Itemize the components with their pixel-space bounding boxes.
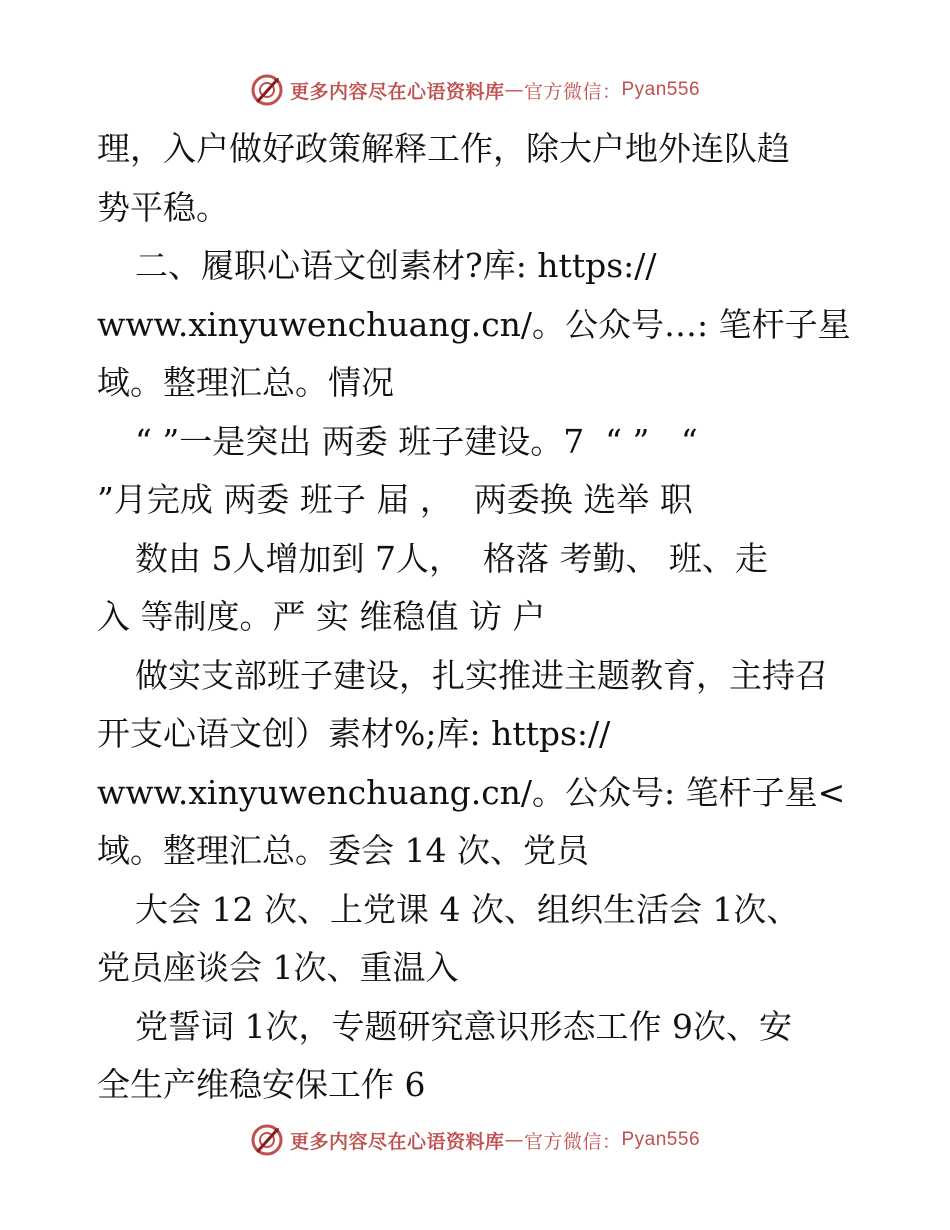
text-line: 全生产维稳安保工作 6 [97, 1065, 426, 1104]
text-line: 开支心语文创）素材%;库: https:// [97, 714, 611, 753]
header-banner [0, 70, 950, 110]
footer-wechat-label: 官方微信： [523, 1130, 622, 1153]
footer-banner [0, 1120, 950, 1160]
header-wechat-label: 官方微信： [523, 80, 622, 103]
text-line: ”月完成 两委 班子 届 ， 两委换 选举 职 [97, 480, 693, 519]
text-line: 理，入户做好政策解释工作，除大户地外连队趋 [97, 129, 790, 168]
text-line: “ ”一是突出 两委 班子建设。7 “ ” “ [135, 421, 698, 461]
text-line: 大会 12 次、上党课 4 次、组织生活会 1次、 [135, 889, 800, 929]
text-line: 域。整理汇总。情况 [97, 363, 394, 402]
text-line: 数由 5人增加到 7人， 格落 考勤、 班、走 [135, 538, 768, 578]
footer-wechat-handle: Pyan556 [621, 1129, 701, 1150]
text-line: www.xinyuwenchuang.cn/。公众号: 笔杆子星< [97, 772, 846, 812]
header-wechat-handle: Pyan556 [621, 79, 701, 100]
document-body [97, 120, 867, 1115]
text-line: 势平稳。 [97, 187, 229, 227]
text-line: 入 等制度。严 实 维稳值 访 户 [97, 597, 546, 636]
text-line: www.xinyuwenchuang.cn/。公众号…: 笔杆子星 [97, 304, 851, 344]
header-dash: — [504, 79, 524, 101]
text-line: 做实支部班子建设，扎实推进主题教育，主持召 [135, 655, 828, 695]
footer-dash: — [504, 1129, 524, 1151]
text-line: 党员座谈会 1次、重温入 [97, 948, 459, 987]
footer-main-text: 更多内容尽在心语资料库 [289, 1130, 505, 1153]
brand-logo-icon [250, 1123, 284, 1157]
header-main-text: 更多内容尽在心语资料库 [289, 80, 505, 103]
brand-logo-icon [250, 73, 284, 107]
text-line: 域。整理汇总。委会 14 次、党员 [97, 831, 589, 870]
text-line: 二、履职心语文创素材?库: https:// [135, 246, 657, 285]
text-line: 党誓词 1次，专题研究意识形态工作 9次、安 [135, 1006, 792, 1046]
